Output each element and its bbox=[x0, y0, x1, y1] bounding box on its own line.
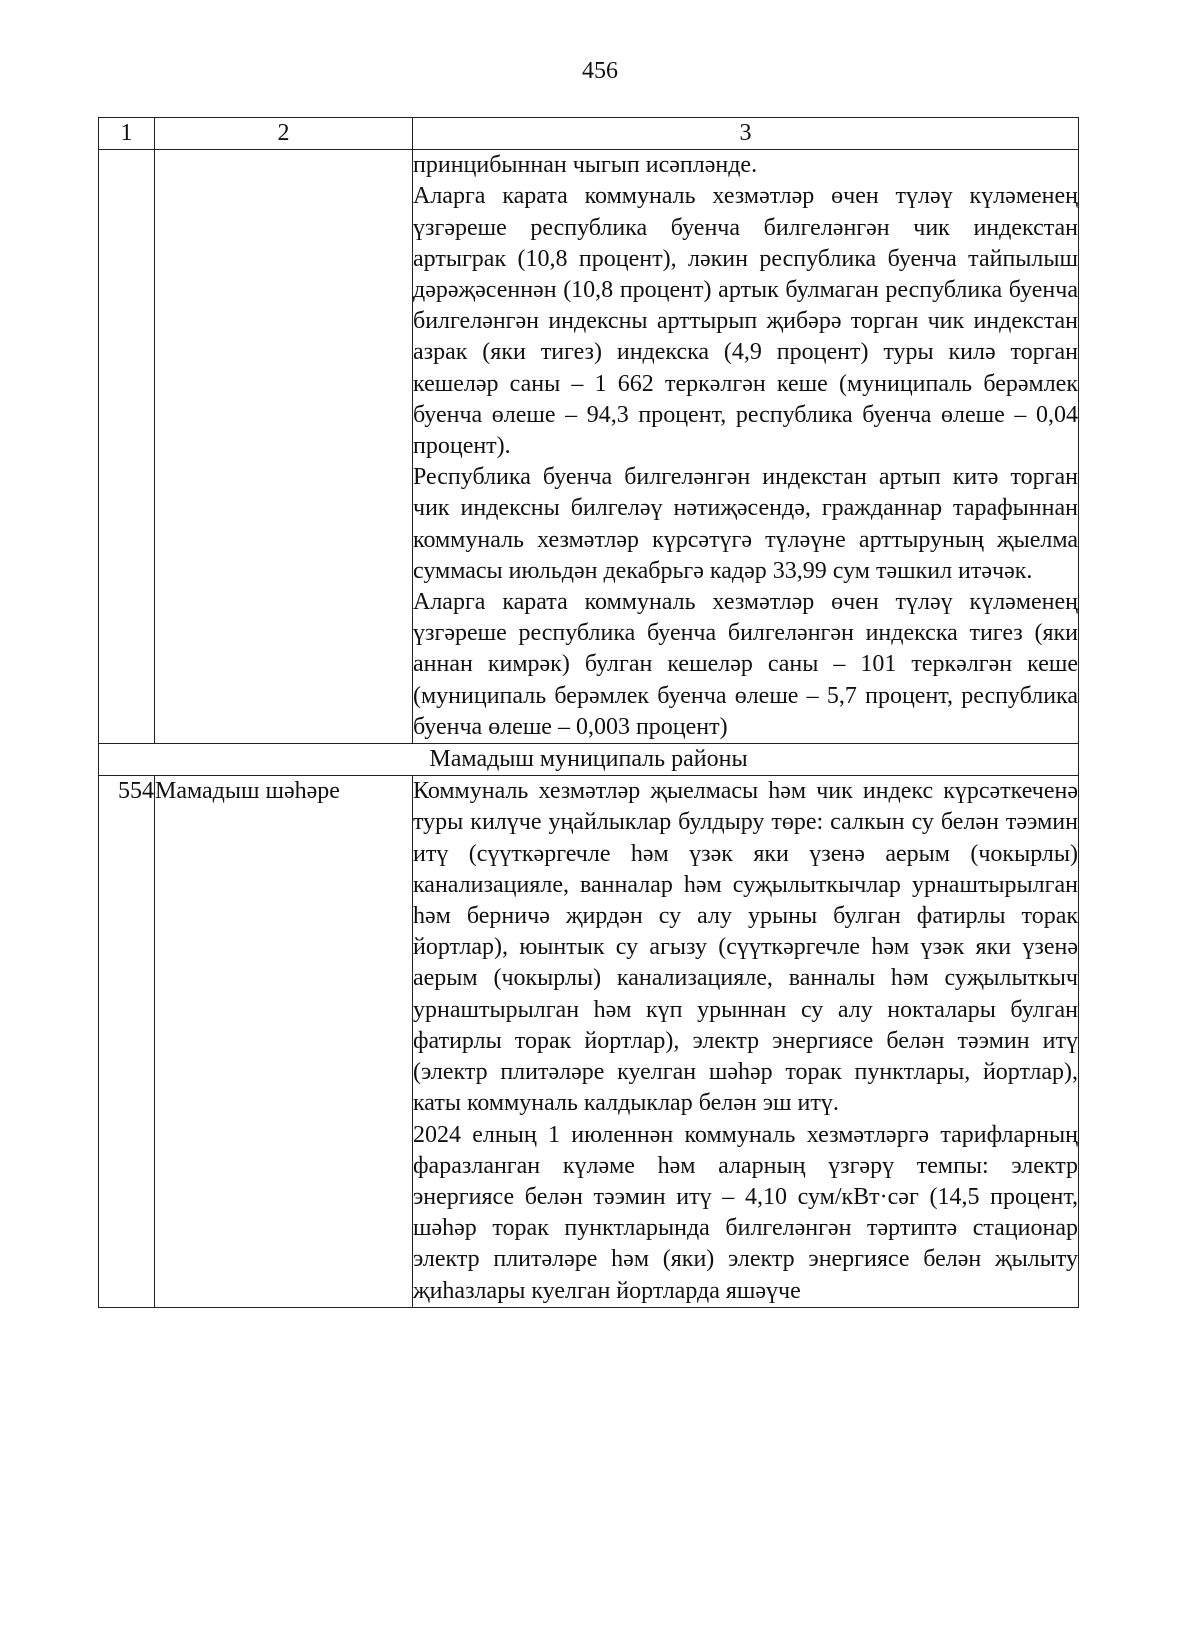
continuation-paragraph: Республика буенча билгеләнгән индекстан артып китә торган чик индексны билгеләү нәтиҗәсендә, гражданнар тарафыннан коммуналь хезмәтләр күрсәтүгә түләүне арттыруның җыелма суммасы июльдән декабрьгә кадәр 33,99 сум тәшкил итәчәк. bbox=[413, 464, 1078, 584]
continuation-paragraph: Аларга карата коммуналь хезмәтләр өчен түләү күләменең үзгәреше республика буенча билгеләнгән чик индекстан артыграк (10,8 процент), ләкин республика буенча тайпылыш дәрәҗәсеннән (10,8 процент) артык булмаган республика буенча билгеләнгән индексны арттырып җибәрә торган чик индекстан азрак (яки тигез) индекска (4,9 процент) туры килә торган кешеләр саны – 1 662 теркәлгән кеше (муниципаль берәмлек буенча өлеше – 94,3 процент, республика буенча өлеше – 0,04 процент). bbox=[413, 183, 1078, 460]
entry-paragraph: Коммуналь хезмәтләр җыелмасы һәм чик индекс күрсәткеченә туры килүче уңайлыклар булдыру төре: салкын су белән тәэмин итү (сүүткәргечле һәм үзәк яки үзенә аерым (чокырлы) канализацияле, ванналар һәм суҗылыткычлар урнаштырылган һәм берничә җирдән су алу урыны булган фатирлы торак йортлар), юынтык су агызу (сүүткәргечле һәм үзәк яки үзенә аерым (чокырлы) канализацияле, ванналы һәм суҗылыткыч урнаштырылган һәм күп урыннан су алу нокталары булган фатирлы торак йортлар), электр энергиясе белән тәэмин итү (электр плитәләре куелган шәһәр торак пунктлары, йортлар), каты коммуналь калдыклар белән эш итү. bbox=[413, 778, 1078, 1117]
header-col-3: 3 bbox=[413, 118, 1079, 150]
continuation-text-cell bbox=[413, 150, 1079, 744]
continuation-paragraph: Аларга карата коммуналь хезмәтләр өчен түләү күләменең үзгәреше республика буенча билгеләнгән индекска тигез (яки аннан кимрәк) булган кешеләр саны – 101 теркәлгән кеше (муниципаль берәмлек буенча өлеше – 5,7 процент, республика буенча өлеше – 0,003 процент) bbox=[413, 589, 1078, 740]
page-number: 456 bbox=[582, 58, 618, 84]
region-row bbox=[99, 744, 1079, 776]
table-header-row bbox=[99, 118, 1079, 150]
entry-text-cell bbox=[413, 776, 1079, 1307]
region-title: Мамадыш муниципаль районы bbox=[99, 744, 1079, 776]
entry-name: Мамадыш шәһәре bbox=[155, 776, 413, 1307]
continuation-paragraph: принцибыннан чыгып исәпләнде. bbox=[413, 152, 758, 179]
entry-paragraph: 2024 елның 1 июленнән коммуналь хезмәтләргә тарифларның фаразланган күләме һәм аларның үзгәрү темпы: электр энергиясе белән тәэмин итү – 4,10 сум/кВт·сәг (14,5 процент, шәһәр торак пунктларында билгеләнгән тәртиптә стационар электр плитәләре һәм (яки) электр энергиясе белән җылыту җиһазлары куелган йортларда яшәүче bbox=[413, 1121, 1078, 1304]
header-col-2: 2 bbox=[155, 118, 413, 150]
entry-number: 554 bbox=[99, 776, 155, 1307]
header-col-1: 1 bbox=[99, 118, 155, 150]
continuation-row bbox=[99, 150, 1079, 744]
continuation-number-cell bbox=[99, 150, 155, 744]
document-table bbox=[98, 117, 1079, 1308]
entry-row bbox=[99, 776, 1079, 1307]
continuation-name-cell bbox=[155, 150, 413, 744]
